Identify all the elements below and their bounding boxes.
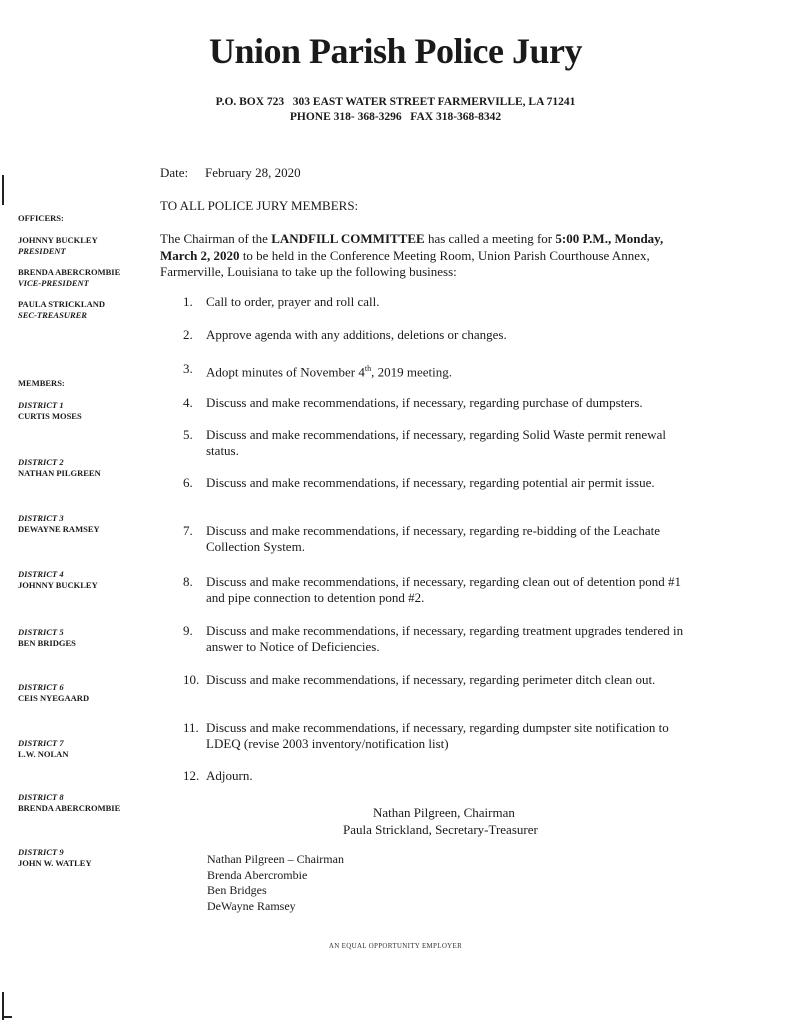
committee-member: Nathan Pilgreen – Chairman: [207, 852, 344, 866]
agenda-item: [183, 623, 693, 655]
member-name: L.W. NOLAN: [18, 748, 69, 759]
agenda-text: Discuss and make recommendations, if necessary, regarding re-bidding of the Leachate Collection System.: [206, 523, 660, 554]
member-entry: [18, 569, 98, 590]
member-name: DEWAYNE RAMSEY: [18, 523, 100, 534]
member-name: JOHN W. WATLEY: [18, 857, 92, 868]
agenda-item: [183, 672, 693, 688]
ordinal-suffix: th: [364, 364, 372, 373]
agenda-text-before: Adopt minutes of November 4: [206, 364, 365, 380]
scan-mark: [2, 1016, 12, 1018]
agenda-item: [183, 361, 693, 380]
member-name: CEIS NYEGAARD: [18, 692, 90, 703]
committee-name: LANDFILL COMMITTEE: [271, 231, 425, 246]
agenda-number: 10.: [183, 672, 200, 687]
phone-line: PHONE 318- 368-3296 FAX 318-368-8342: [289, 111, 502, 123]
agenda-number: 8.: [183, 574, 193, 589]
intro-part3: to be held in the Conference Meeting Room, Union Parish Courthouse Annex, Farmerville, Louisiana to take up the following business:: [160, 247, 650, 279]
member-name: BEN BRIDGES: [18, 637, 76, 648]
member-name: BRENDA ABERCROMBIE: [18, 802, 121, 813]
meeting-time: 5:00 P.M., Monday, March 2, 2020: [160, 231, 664, 263]
officer-role: SEC-TREASURER: [18, 309, 87, 320]
committee-members-list: [207, 852, 344, 914]
intro-part2: has called a meeting for: [424, 231, 556, 246]
secretary-signature: Paula Strickland, Secretary-Treasurer: [343, 822, 538, 837]
document-title: Union Parish Police Jury: [209, 31, 582, 71]
officers-heading: OFFICERS:: [18, 213, 64, 223]
intro-paragraph: [160, 231, 680, 281]
agenda-number: 12.: [183, 768, 200, 783]
agenda-text: Discuss and make recommendations, if necessary, regarding potential air permit issue.: [206, 475, 655, 490]
member-entry: [18, 400, 82, 421]
address-line: P.O. BOX 723 303 EAST WATER STREET FARMERVILLE, LA 71241: [215, 96, 576, 108]
scan-mark: [2, 175, 4, 205]
agenda-text-after: , 2019 meeting.: [371, 364, 452, 380]
agenda-number: 2.: [183, 327, 193, 342]
agenda-text: [206, 361, 693, 380]
member-district: DISTRICT 1: [18, 400, 64, 410]
member-name: NATHAN PILGREEN: [18, 467, 101, 478]
members-heading: MEMBERS:: [18, 378, 65, 388]
member-entry: [18, 627, 76, 648]
member-entry: [18, 513, 100, 534]
agenda-number: 6.: [183, 475, 193, 490]
agenda-text: Discuss and make recommendations, if necessary, regarding purchase of dumpsters.: [206, 395, 643, 410]
agenda-text: Approve agenda with any additions, deletions or changes.: [206, 327, 507, 342]
agenda-item: [183, 720, 693, 752]
date-line: [160, 165, 301, 181]
agenda-number: 5.: [183, 427, 193, 442]
member-entry: [18, 847, 92, 868]
officer-entry: [18, 235, 98, 256]
agenda-text: Discuss and make recommendations, if necessary, regarding perimeter ditch clean out.: [206, 672, 656, 687]
member-district: DISTRICT 7: [18, 738, 64, 748]
agenda-item: [183, 768, 693, 784]
agenda-number: 3.: [183, 361, 193, 376]
agenda-number: 11.: [183, 720, 199, 735]
committee-member: Ben Bridges: [207, 883, 267, 897]
date-label: Date:: [160, 165, 189, 180]
member-name: CURTIS MOSES: [18, 410, 82, 421]
agenda-item: [183, 475, 693, 491]
member-district: DISTRICT 4: [18, 569, 64, 579]
committee-member: DeWayne Ramsey: [207, 898, 296, 913]
agenda-item: [183, 574, 693, 606]
date-value: February 28, 2020: [205, 165, 301, 180]
agenda-item: [183, 294, 693, 310]
officer-entry: [18, 267, 120, 288]
chairman-signature: Nathan Pilgreen, Chairman: [373, 805, 515, 820]
agenda-text: Discuss and make recommendations, if necessary, regarding Solid Waste permit renewal status.: [206, 427, 666, 458]
agenda-number: 1.: [183, 294, 193, 309]
officer-name: PAULA STRICKLAND: [18, 299, 105, 309]
footer-tagline: AN EQUAL OPPORTUNITY EMPLOYER: [328, 942, 463, 950]
member-entry: [18, 457, 101, 478]
agenda-number: 7.: [183, 523, 193, 538]
member-entry: [18, 738, 68, 759]
officer-entry: [18, 299, 105, 320]
agenda-number: 9.: [183, 623, 193, 638]
member-district: DISTRICT 2: [18, 457, 64, 467]
member-district: DISTRICT 9: [18, 847, 64, 857]
member-entry: [18, 682, 89, 703]
salutation: TO ALL POLICE JURY MEMBERS:: [160, 198, 359, 213]
agenda-text: Discuss and make recommendations, if necessary, regarding clean out of detention pond #1 and pipe connection to detention pond #2.: [206, 574, 681, 605]
member-district: DISTRICT 8: [18, 792, 64, 802]
officer-role: PRESIDENT: [18, 245, 66, 256]
agenda-item: [183, 395, 693, 411]
member-entry: [18, 792, 120, 813]
officer-role: VICE-PRESIDENT: [18, 277, 89, 288]
agenda-text: Discuss and make recommendations, if necessary, regarding treatment upgrades tendered in answer to Notice of Deficiencies.: [206, 623, 684, 654]
agenda-text: Adjourn.: [206, 768, 253, 783]
agenda-text: Call to order, prayer and roll call.: [206, 294, 380, 309]
agenda-text: Discuss and make recommendations, if necessary, regarding dumpster site notification to LDEQ (revise 2003 inventory/notification list): [206, 720, 669, 751]
member-district: DISTRICT 3: [18, 513, 64, 523]
agenda-number: 4.: [183, 395, 193, 410]
agenda-item: [183, 523, 693, 555]
agenda-item: [183, 427, 693, 459]
officer-name: JOHNNY BUCKLEY: [18, 235, 98, 245]
member-district: DISTRICT 6: [18, 682, 64, 692]
agenda-item: [183, 327, 693, 343]
member-name: JOHNNY BUCKLEY: [18, 579, 98, 590]
officer-name: BRENDA ABERCROMBIE: [18, 267, 121, 277]
member-district: DISTRICT 5: [18, 627, 64, 637]
committee-member: Brenda Abercrombie: [207, 867, 308, 882]
intro-part1: The Chairman of the: [160, 231, 272, 246]
